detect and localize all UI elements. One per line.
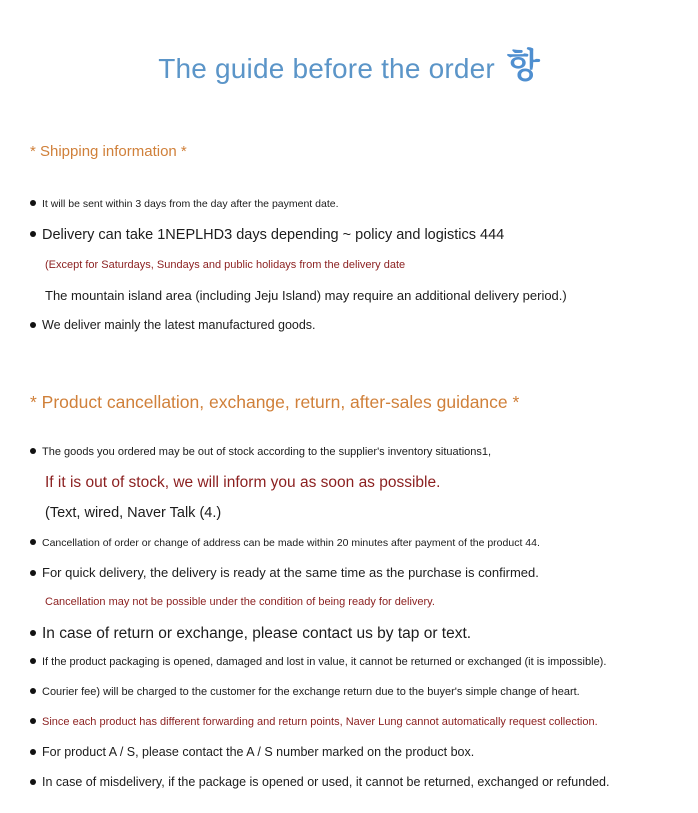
bullet-icon <box>30 658 36 664</box>
cancel-line-1: The goods you ordered may be out of stock according to the supplier's inventory situations1, <box>30 446 491 458</box>
cancel-line-7: In case of return or exchange, please contact us by tap or text. <box>30 625 471 643</box>
bullet-icon <box>30 200 36 206</box>
bullet-icon <box>30 779 36 785</box>
bullet-icon <box>30 718 36 724</box>
shipping-line-5: We deliver mainly the latest manufactured goods. <box>30 318 316 332</box>
page-title: The guide before the order <box>158 52 495 84</box>
cancel-note-contact: (Text, wired, Naver Talk (4.) <box>45 505 222 521</box>
shipping-heading: * Shipping information * <box>30 143 187 160</box>
bullet-icon <box>30 231 36 237</box>
cancel-line-9: Courier fee) will be charged to the customer for the exchange return due to the buyer's simple change of heart. <box>30 686 580 698</box>
bullet-icon <box>30 688 36 694</box>
cancel-line-8: If the product packaging is opened, damaged and lost in value, it cannot be returned or exchanged (it is impossible). <box>30 656 606 668</box>
cancel-line-11: For product A / S, please contact the A / S number marked on the product box. <box>30 745 474 759</box>
cancel-line-12: In case of misdelivery, if the package is opened or used, it cannot be returned, exchanged or refunded. <box>30 775 609 789</box>
title-row <box>0 44 698 93</box>
shipping-note-holidays: (Except for Saturdays, Sundays and public holidays from the delivery date <box>45 259 406 271</box>
cancel-note-out-of-stock: If it is out of stock, we will inform you as soon as possible. <box>45 474 441 491</box>
cancel-note-ready: Cancellation may not be possible under the condition of being ready for delivery. <box>45 596 435 608</box>
bullet-icon <box>30 570 36 576</box>
bullet-icon <box>30 539 36 545</box>
shipping-line-1: It will be sent within 3 days from the day after the payment date. <box>30 198 339 210</box>
shipping-line-2: Delivery can take 1NEPLHD3 days depending ~ policy and logistics 444 <box>30 227 504 243</box>
cancel-line-10: Since each product has different forwarding and return points, Naver Lung cannot automatically request collection. <box>30 716 598 728</box>
bullet-icon <box>30 322 36 328</box>
cancel-line-4: Cancellation of order or change of address can be made within 20 minutes after payment of the product 44. <box>30 537 540 549</box>
shipping-note-island: The mountain island area (including Jeju Island) may require an additional delivery period.) <box>45 288 567 303</box>
title-badge: 항 <box>506 46 540 86</box>
cancellation-heading: * Product cancellation, exchange, return, after-sales guidance * <box>30 392 520 412</box>
bullet-icon <box>30 630 36 636</box>
cancel-line-5: For quick delivery, the delivery is ready at the same time as the purchase is confirmed. <box>30 565 539 580</box>
bullet-icon <box>30 749 36 755</box>
bullet-icon <box>30 448 36 454</box>
